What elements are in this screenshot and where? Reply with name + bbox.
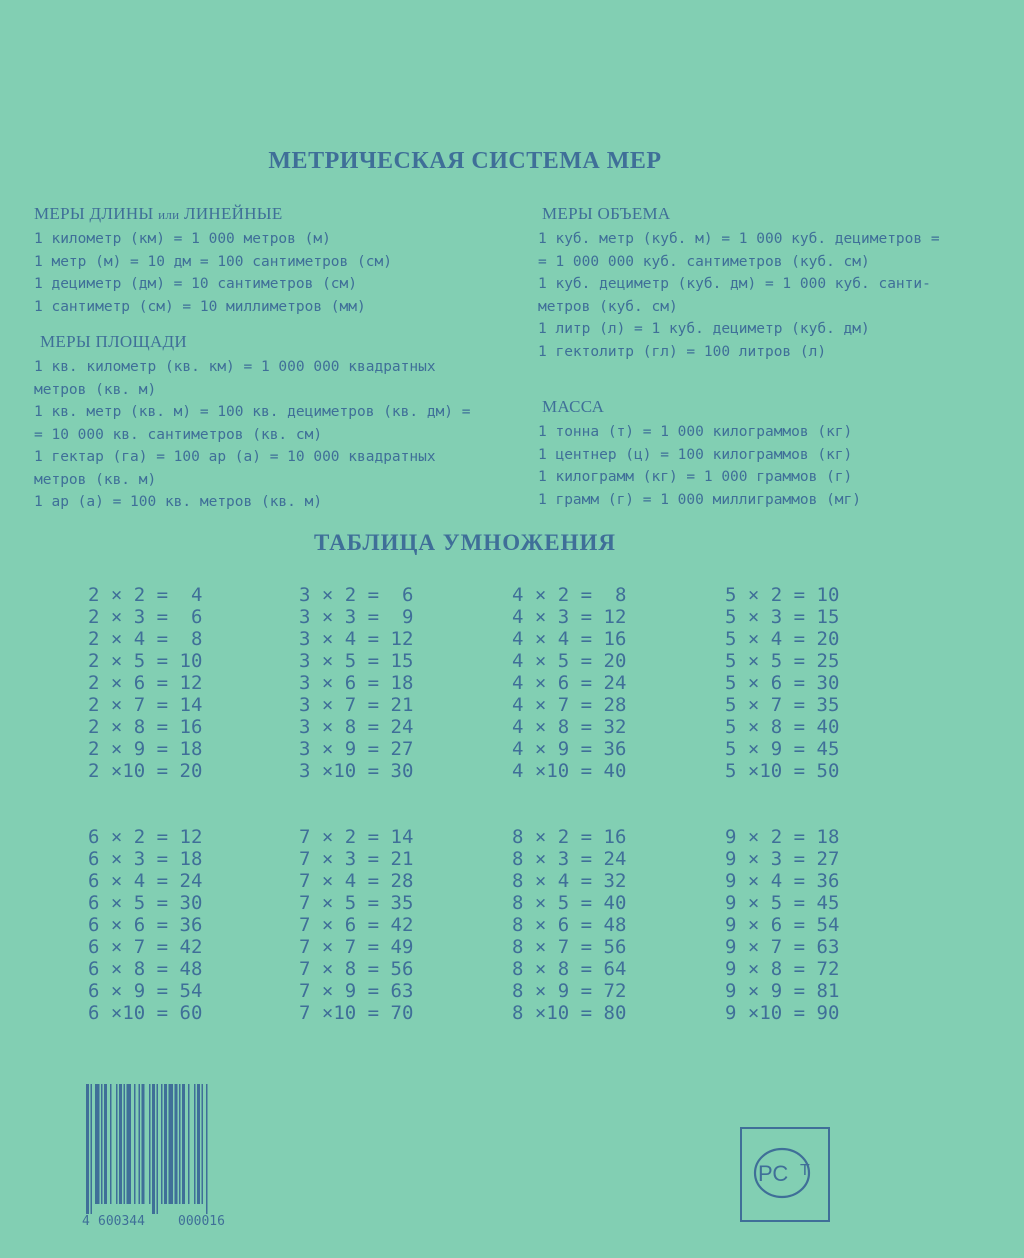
multiplication-row: 4 × 3 = 12 bbox=[512, 606, 627, 628]
multiplication-row: 5 × 5 = 25 bbox=[725, 650, 840, 672]
multiplication-row: 7 × 9 = 63 bbox=[299, 980, 414, 1002]
barcode-bar bbox=[164, 1084, 167, 1204]
multiplication-row: 6 ×10 = 60 bbox=[88, 1002, 203, 1024]
barcode-bar bbox=[134, 1084, 136, 1204]
multiplication-column bbox=[512, 584, 692, 782]
multiplication-row: 8 ×10 = 80 bbox=[512, 1002, 627, 1024]
multiplication-column bbox=[88, 826, 268, 1024]
barcode-bar bbox=[175, 1084, 178, 1204]
multiplication-row: 2 × 2 = 4 bbox=[88, 584, 203, 606]
mass-line: 1 центнер (ц) = 100 килограммов (кг) bbox=[538, 446, 853, 463]
barcode-bar bbox=[161, 1084, 163, 1204]
mass-line: 1 тонна (т) = 1 000 килограммов (кг) bbox=[538, 424, 853, 440]
length-section-title: МЕРЫ ДЛИНЫ или ЛИНЕЙНЫЕ bbox=[34, 204, 283, 223]
barcode-bar bbox=[124, 1084, 126, 1204]
multiplication-row: 3 × 2 = 6 bbox=[299, 584, 414, 606]
volume-section bbox=[538, 204, 998, 363]
barcode-bar bbox=[110, 1084, 112, 1204]
volume-line: = 1 000 000 куб. сантиметров (куб. см) bbox=[538, 253, 870, 270]
barcode-bar bbox=[188, 1084, 190, 1204]
length-line: 1 дециметр (дм) = 10 сантиметров (см) bbox=[34, 276, 358, 292]
multiplication-row: 9 × 4 = 36 bbox=[725, 870, 840, 892]
barcode-bar bbox=[197, 1084, 200, 1204]
barcode-bar bbox=[202, 1084, 204, 1204]
barcode bbox=[84, 1080, 264, 1230]
length-line: 1 метр (м) = 10 дм = 100 сантиметров (см) bbox=[34, 253, 392, 270]
multiplication-row: 3 × 5 = 15 bbox=[299, 650, 414, 672]
area-lines bbox=[34, 356, 514, 514]
length-lines bbox=[34, 228, 514, 318]
multiplication-row: 6 × 5 = 30 bbox=[88, 892, 203, 914]
multiplication-row: 5 × 3 = 15 bbox=[725, 606, 840, 628]
multiplication-row: 8 × 9 = 72 bbox=[512, 980, 627, 1002]
barcode-digits-left: 600344 bbox=[98, 1214, 145, 1229]
multiplication-table-title: ТАБЛИЦА УМНОЖЕНИЯ bbox=[314, 530, 616, 555]
multiplication-row: 6 × 7 = 42 bbox=[88, 936, 203, 958]
mass-line: 1 грамм (г) = 1 000 миллиграммов (мг) bbox=[538, 491, 862, 508]
multiplication-row: 7 × 5 = 35 bbox=[299, 892, 414, 914]
multiplication-row: 3 × 3 = 9 bbox=[299, 606, 414, 628]
area-line: метров (кв. м) bbox=[34, 381, 157, 398]
area-section-title: МЕРЫ ПЛОЩАДИ bbox=[40, 332, 188, 351]
metric-system-title: МЕТРИЧЕСКАЯ СИСТЕМА МЕР bbox=[268, 148, 662, 174]
barcode-bar bbox=[104, 1084, 107, 1204]
length-line: 1 сантиметр (см) = 10 миллиметров (мм) bbox=[34, 298, 366, 315]
barcode-bar bbox=[91, 1084, 93, 1214]
multiplication-row: 5 ×10 = 50 bbox=[725, 760, 840, 782]
multiplication-row: 4 × 6 = 24 bbox=[512, 672, 627, 694]
barcode-digits-right: 000016 bbox=[178, 1214, 225, 1229]
barcode-bar bbox=[119, 1084, 122, 1204]
certification-mark-text-t: Т bbox=[800, 1162, 810, 1179]
multiplication-row: 8 × 5 = 40 bbox=[512, 892, 627, 914]
multiplication-row: 4 × 7 = 28 bbox=[512, 694, 627, 716]
multiplication-row: 7 × 4 = 28 bbox=[299, 870, 414, 892]
multiplication-row: 6 × 8 = 48 bbox=[88, 958, 203, 980]
multiplication-row: 5 × 2 = 10 bbox=[725, 584, 840, 606]
multiplication-column bbox=[725, 584, 905, 782]
area-line: 1 кв. километр (кв. км) = 1 000 000 квадратных bbox=[34, 359, 436, 375]
mass-line: 1 килограмм (кг) = 1 000 граммов (г) bbox=[538, 469, 853, 485]
barcode-bar bbox=[182, 1084, 185, 1204]
volume-line: 1 куб. метр (куб. м) = 1 000 куб. дециметров = bbox=[538, 231, 940, 247]
mass-section bbox=[538, 397, 998, 511]
multiplication-row: 8 × 3 = 24 bbox=[512, 848, 627, 870]
mass-lines bbox=[538, 421, 998, 511]
certification-mark-icon bbox=[742, 1129, 828, 1220]
multiplication-row: 6 × 4 = 24 bbox=[88, 870, 203, 892]
multiplication-row: 4 ×10 = 40 bbox=[512, 760, 627, 782]
multiplication-column bbox=[88, 584, 268, 782]
multiplication-row: 9 × 7 = 63 bbox=[725, 936, 840, 958]
multiplication-row: 8 × 8 = 64 bbox=[512, 958, 627, 980]
barcode-bars bbox=[86, 1084, 208, 1214]
multiplication-row: 6 × 3 = 18 bbox=[88, 848, 203, 870]
multiplication-row: 8 × 2 = 16 bbox=[512, 826, 627, 848]
multiplication-row: 7 × 3 = 21 bbox=[299, 848, 414, 870]
barcode-bar bbox=[95, 1084, 100, 1204]
multiplication-row: 7 × 6 = 42 bbox=[299, 914, 414, 936]
length-line: 1 километр (км) = 1 000 метров (м) bbox=[34, 231, 331, 247]
multiplication-column bbox=[299, 584, 479, 782]
barcode-bar bbox=[152, 1084, 155, 1214]
multiplication-row: 2 × 5 = 10 bbox=[88, 650, 203, 672]
left-column bbox=[34, 204, 514, 514]
certification-mark-text: РС bbox=[758, 1161, 789, 1186]
area-line: 1 кв. метр (кв. м) = 100 кв. дециметров (кв. дм) = bbox=[34, 404, 471, 420]
barcode-bar bbox=[206, 1084, 208, 1214]
multiplication-row: 5 × 4 = 20 bbox=[725, 628, 840, 650]
multiplication-row: 4 × 8 = 32 bbox=[512, 716, 627, 738]
volume-line: 1 гектолитр (гл) = 100 литров (л) bbox=[538, 343, 827, 360]
area-line: 1 ар (а) = 100 кв. метров (кв. м) bbox=[34, 494, 323, 510]
area-line: 1 гектар (га) = 100 ар (а) = 10 000 квадратных bbox=[34, 449, 436, 465]
multiplication-row: 4 × 5 = 20 bbox=[512, 650, 627, 672]
barcode-bar bbox=[142, 1084, 145, 1204]
barcode-bar bbox=[86, 1084, 89, 1214]
multiplication-row: 2 × 6 = 12 bbox=[88, 672, 203, 694]
area-line: = 10 000 кв. сантиметров (кв. см) bbox=[34, 426, 323, 443]
multiplication-row: 5 × 6 = 30 bbox=[725, 672, 840, 694]
barcode-bar bbox=[169, 1084, 174, 1204]
multiplication-row: 8 × 7 = 56 bbox=[512, 936, 627, 958]
multiplication-row: 3 × 8 = 24 bbox=[299, 716, 414, 738]
length-section bbox=[34, 204, 514, 318]
multiplication-row: 2 ×10 = 20 bbox=[88, 760, 203, 782]
multiplication-row: 4 × 4 = 16 bbox=[512, 628, 627, 650]
multiplication-row: 9 ×10 = 90 bbox=[725, 1002, 840, 1024]
multiplication-row: 3 ×10 = 30 bbox=[299, 760, 414, 782]
multiplication-row: 5 × 7 = 35 bbox=[725, 694, 840, 716]
multiplication-row: 2 × 4 = 8 bbox=[88, 628, 203, 650]
multiplication-row: 8 × 4 = 32 bbox=[512, 870, 627, 892]
multiplication-row: 7 × 7 = 49 bbox=[299, 936, 414, 958]
barcode-bar bbox=[101, 1084, 103, 1204]
barcode-bar bbox=[139, 1084, 141, 1204]
multiplication-row: 6 × 6 = 36 bbox=[88, 914, 203, 936]
barcode-bar bbox=[179, 1084, 181, 1204]
volume-line: 1 литр (л) = 1 куб. дециметр (куб. дм) bbox=[538, 321, 870, 337]
barcode-bar bbox=[127, 1084, 132, 1204]
multiplication-row: 9 × 6 = 54 bbox=[725, 914, 840, 936]
multiplication-row: 3 × 4 = 12 bbox=[299, 628, 414, 650]
multiplication-row: 4 × 9 = 36 bbox=[512, 738, 627, 760]
mass-section-title: МАССА bbox=[542, 397, 605, 416]
multiplication-row: 3 × 6 = 18 bbox=[299, 672, 414, 694]
multiplication-row: 5 × 8 = 40 bbox=[725, 716, 840, 738]
multiplication-row: 3 × 9 = 27 bbox=[299, 738, 414, 760]
barcode-digit-first: 4 bbox=[82, 1214, 90, 1229]
multiplication-row: 4 × 2 = 8 bbox=[512, 584, 627, 606]
multiplication-row: 8 × 6 = 48 bbox=[512, 914, 627, 936]
area-section bbox=[34, 332, 514, 514]
multiplication-column bbox=[725, 826, 905, 1024]
multiplication-row: 7 × 2 = 14 bbox=[299, 826, 414, 848]
multiplication-row: 9 × 2 = 18 bbox=[725, 826, 840, 848]
multiplication-row: 9 × 8 = 72 bbox=[725, 958, 840, 980]
area-line: метров (кв. м) bbox=[34, 471, 157, 488]
multiplication-row: 6 × 2 = 12 bbox=[88, 826, 203, 848]
multiplication-column bbox=[299, 826, 479, 1024]
multiplication-row: 6 × 9 = 54 bbox=[88, 980, 203, 1002]
volume-lines bbox=[538, 228, 998, 363]
barcode-bar bbox=[194, 1084, 196, 1204]
multiplication-row: 9 × 5 = 45 bbox=[725, 892, 840, 914]
multiplication-row: 2 × 3 = 6 bbox=[88, 606, 203, 628]
multiplication-row: 5 × 9 = 45 bbox=[725, 738, 840, 760]
barcode-bar bbox=[116, 1084, 118, 1204]
volume-line: метров (куб. см) bbox=[538, 298, 678, 315]
multiplication-column bbox=[512, 826, 692, 1024]
right-column bbox=[538, 204, 998, 511]
multiplication-row: 2 × 9 = 18 bbox=[88, 738, 203, 760]
multiplication-row: 2 × 8 = 16 bbox=[88, 716, 203, 738]
multiplication-row: 2 × 7 = 14 bbox=[88, 694, 203, 716]
multiplication-row: 7 ×10 = 70 bbox=[299, 1002, 414, 1024]
multiplication-row: 7 × 8 = 56 bbox=[299, 958, 414, 980]
multiplication-row: 3 × 7 = 21 bbox=[299, 694, 414, 716]
multiplication-row: 9 × 3 = 27 bbox=[725, 848, 840, 870]
barcode-bar bbox=[157, 1084, 159, 1214]
multiplication-row: 9 × 9 = 81 bbox=[725, 980, 840, 1002]
certification-mark bbox=[740, 1127, 830, 1222]
barcode-bar bbox=[149, 1084, 151, 1204]
volume-section-title: МЕРЫ ОБЪЕМА bbox=[542, 204, 671, 223]
volume-line: 1 куб. дециметр (куб. дм) = 1 000 куб. санти- bbox=[538, 276, 931, 292]
